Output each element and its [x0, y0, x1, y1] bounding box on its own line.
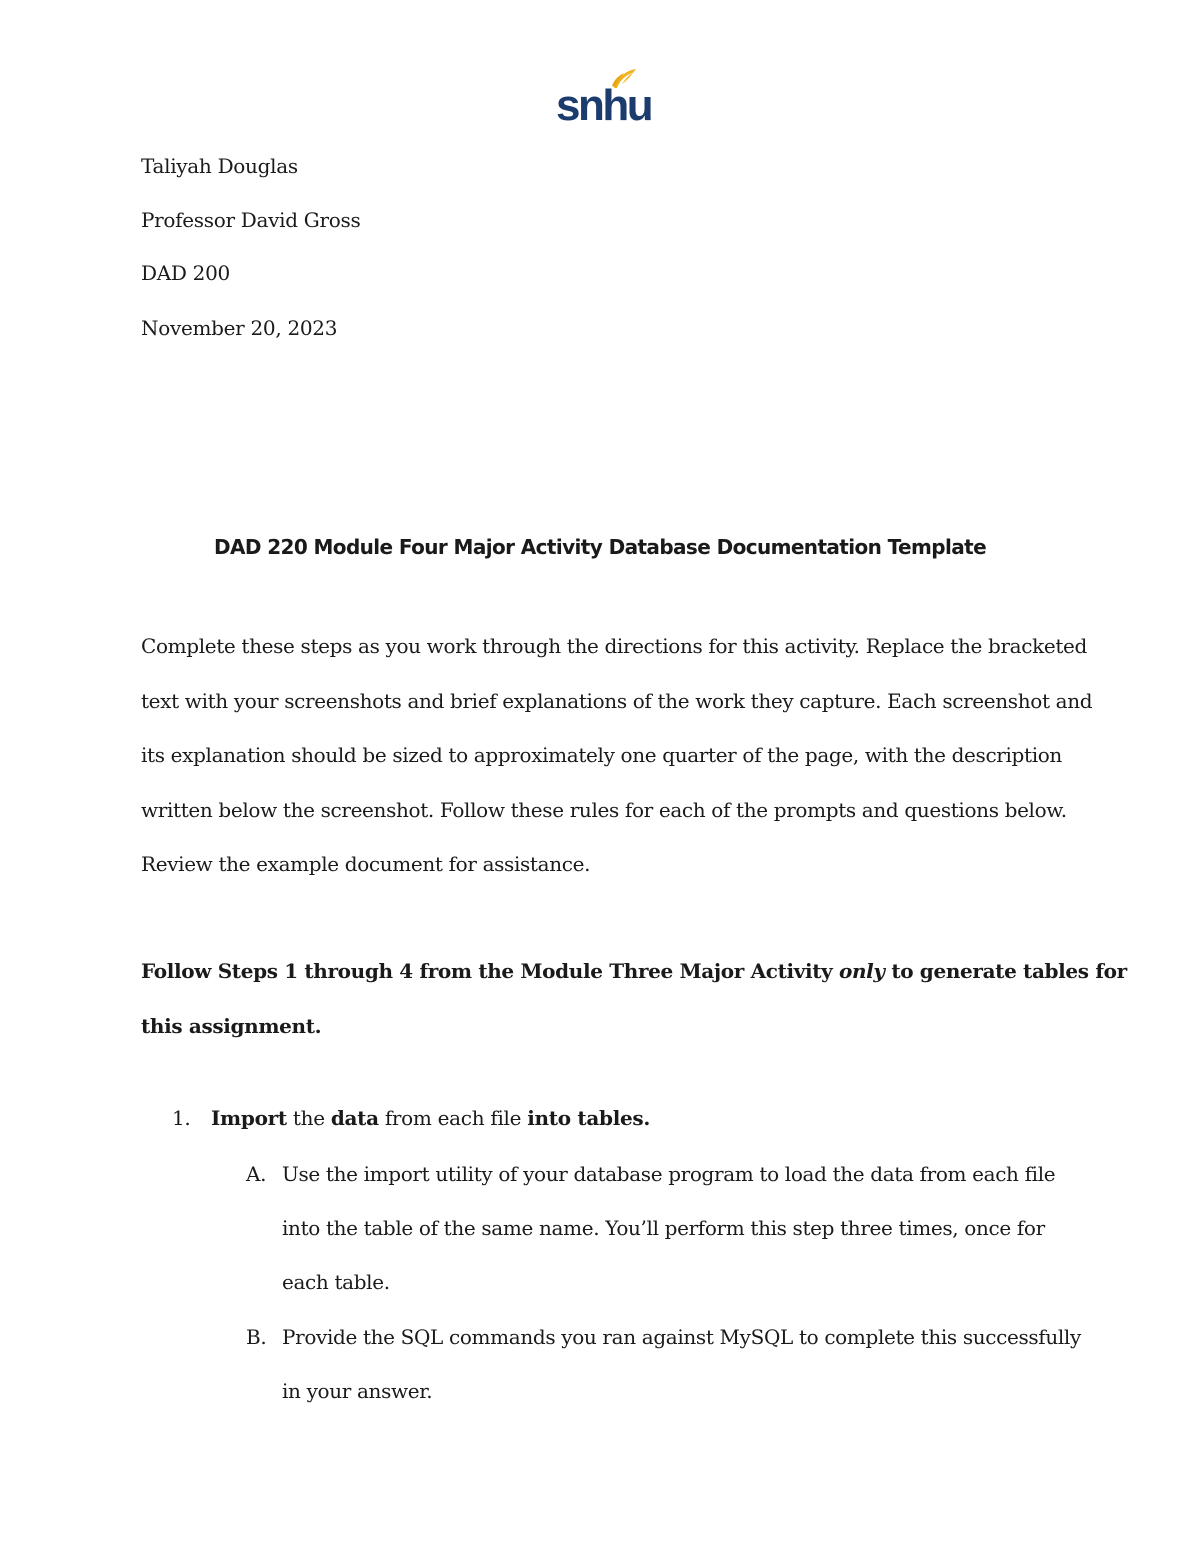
- date: November 20, 2023: [141, 316, 338, 340]
- instruction-line-1: [141, 944, 1127, 999]
- item-bold: Import: [211, 1106, 287, 1130]
- professor-name: Professor David Gross: [141, 208, 361, 232]
- intro-line: written below the screenshot. Follow these rules for each of the prompts and questions below.: [141, 797, 1067, 822]
- list-item-1: [172, 1106, 650, 1130]
- instruction-emphasis: only: [839, 959, 885, 983]
- document-title: DAD 220 Module Four Major Activity Database Documentation Template: [213, 535, 987, 559]
- instruction-text: Follow Steps 1 through 4 from the Module Three Major Activity: [141, 959, 839, 983]
- intro-paragraph: [141, 619, 1093, 892]
- snhu-logo: [554, 66, 652, 130]
- sub-item-body: [282, 1147, 1072, 1309]
- sub-item-line: in your answer.: [282, 1379, 433, 1403]
- list-number: 1.: [172, 1106, 191, 1130]
- sub-item-line: each table.: [282, 1270, 390, 1294]
- instruction-line-2: this assignment.: [141, 1014, 322, 1038]
- sub-item-letter: B.: [246, 1325, 267, 1349]
- sub-item-line: Use the import utility of your database program to load the data from each file: [282, 1162, 1056, 1186]
- intro-line: Complete these steps as you work through the directions for this activity. Replace the bracketed: [141, 634, 1087, 658]
- intro-line: its explanation should be sized to approximately one quarter of the page, with the description: [141, 743, 1062, 767]
- item-bold: data: [330, 1106, 379, 1130]
- instruction-text: to generate tables for: [884, 959, 1127, 983]
- sub-item-body: [282, 1310, 1081, 1418]
- item-text: the: [286, 1106, 331, 1130]
- sub-item-line: into the table of the same name. You’ll perform this step three times, once for: [282, 1216, 1045, 1240]
- course-code: DAD 200: [141, 261, 230, 285]
- sub-item-line: Provide the SQL commands you ran against MySQL to complete this successfully: [282, 1325, 1081, 1349]
- item-bold: into tables.: [527, 1106, 651, 1130]
- instruction-paragraph: [141, 944, 1127, 1054]
- intro-line: text with your screenshots and brief explanations of the work they capture. Each screenshot and: [141, 688, 1093, 713]
- sub-item-letter: A.: [246, 1162, 267, 1186]
- intro-line: Review the example document for assistance.: [141, 852, 591, 876]
- svg-text:snhu: snhu: [556, 81, 652, 130]
- item-text: from each file: [378, 1106, 528, 1130]
- student-name: Taliyah Douglas: [141, 154, 298, 178]
